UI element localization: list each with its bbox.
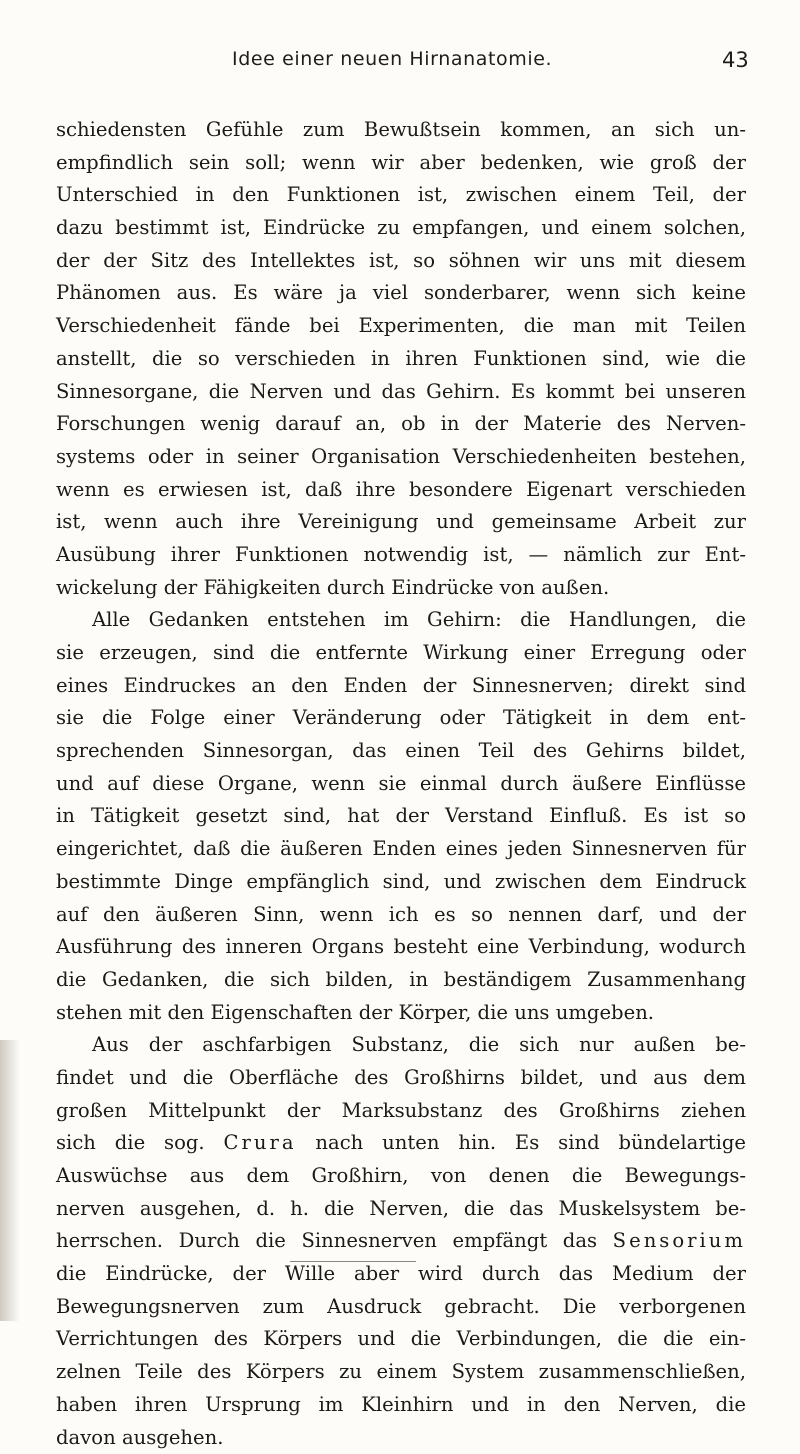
text-line: eingerichtet, daß die äußeren Enden eines jeden Sinnesnerven für [56,833,746,866]
emphasized-term-sensorium: Sensorium [613,1229,746,1252]
text-line: schiedensten Gefühle zum Bewußtsein kommen, an sich un- [56,114,746,147]
text-line: Alle Gedanken entstehen im Gehirn: die Handlungen, die [56,604,746,637]
text-line-with-emphasis [56,1127,746,1160]
text-line: dazu bestimmt ist, Eindrücke zu empfangen, und einem solchen, [56,212,746,245]
text-line: zelnen Teile des Körpers zu einem System zusammenschließen, [56,1356,746,1389]
text-line: Unterschied in den Funktionen ist, zwischen einem Teil, der [56,179,746,212]
text-line: anstellt, die so verschieden in ihren Funktionen sind, wie die [56,343,746,376]
text-line-with-emphasis [56,1225,746,1258]
text-line: Aus der aschfarbigen Substanz, die sich nur außen be- [56,1029,746,1062]
text-line: wickelung der Fähigkeiten durch Eindrücke von außen. [56,572,746,605]
running-title: Idee einer neuen Hirnanatomie. [232,48,552,70]
text-segment: herrschen. Durch die Sinnesnerven empfängt das [56,1229,597,1252]
page-header [0,48,800,78]
text-line: die Eindrücke, der Wille aber wird durch das Medium der [56,1258,746,1291]
text-line: systems oder in seiner Organisation Verschiedenheiten bestehen, [56,441,746,474]
text-line: haben ihren Ursprung im Kleinhirn und in den Nerven, die [56,1389,746,1422]
text-line: stehen mit den Eigenschaften der Körper, die uns umgeben. [56,997,746,1030]
text-line: Auswüchse aus dem Großhirn, von denen die Bewegungs- [56,1160,746,1193]
text-line: empfindlich sein soll; wenn wir aber bedenken, wie groß der [56,147,746,180]
text-line: Forschungen wenig darauf an, ob in der Materie des Nerven- [56,408,746,441]
section-end-rule [290,1261,416,1262]
text-line: davon ausgehen. [56,1422,746,1454]
text-line: Sinnesorgane, die Nerven und das Gehirn. Es kommt bei unseren [56,376,746,409]
text-line: Ausübung ihrer Funktionen notwendig ist, — nämlich zur Ent- [56,539,746,572]
text-line: ist, wenn auch ihre Vereinigung und gemeinsame Arbeit zur [56,506,746,539]
page-number: 43 [722,48,749,72]
text-line: wenn es erwiesen ist, daß ihre besondere Eigenart verschieden [56,474,746,507]
text-segment: sich die sog. [56,1131,205,1154]
text-line: Phänomen aus. Es wäre ja viel sonderbarer, wenn sich keine [56,277,746,310]
emphasized-term-crura: Crura [224,1131,297,1154]
text-line: Ausführung des inneren Organs besteht eine Verbindung, wodurch [56,931,746,964]
text-line: findet und die Oberfläche des Großhirns bildet, und aus dem [56,1062,746,1095]
text-segment: nach unten hin. Es sind bündelartige [315,1131,746,1154]
text-line: sie die Folge einer Veränderung oder Tätigkeit in dem ent- [56,702,746,735]
body-text [56,114,746,1454]
page-edge-shadow [0,1040,20,1321]
text-line: und auf diese Organe, wenn sie einmal durch äußere Einflüsse [56,768,746,801]
text-line: auf den äußeren Sinn, wenn ich es so nennen darf, und der [56,899,746,932]
text-line: eines Eindruckes an den Enden der Sinnesnerven; direkt sind [56,670,746,703]
text-line: sprechenden Sinnesorgan, das einen Teil des Gehirns bildet, [56,735,746,768]
text-line: nerven ausgehen, d. h. die Nerven, die das Muskelsystem be- [56,1193,746,1226]
text-line: Bewegungsnerven zum Ausdruck gebracht. Die verborgenen [56,1291,746,1324]
text-line: Verschiedenheit fände bei Experimenten, die man mit Teilen [56,310,746,343]
text-line: Verrichtungen des Körpers und die Verbindungen, die die ein- [56,1323,746,1356]
text-line: sie erzeugen, sind die entfernte Wirkung einer Erregung oder [56,637,746,670]
text-line: bestimmte Dinge empfänglich sind, und zwischen dem Eindruck [56,866,746,899]
text-line: die Gedanken, die sich bilden, in beständigem Zusammenhang [56,964,746,997]
text-line: der der Sitz des Intellektes ist, so söhnen wir uns mit diesem [56,245,746,278]
text-line: in Tätigkeit gesetzt sind, hat der Verstand Einfluß. Es ist so [56,800,746,833]
text-line: großen Mittelpunkt der Marksubstanz des Großhirns ziehen [56,1095,746,1128]
